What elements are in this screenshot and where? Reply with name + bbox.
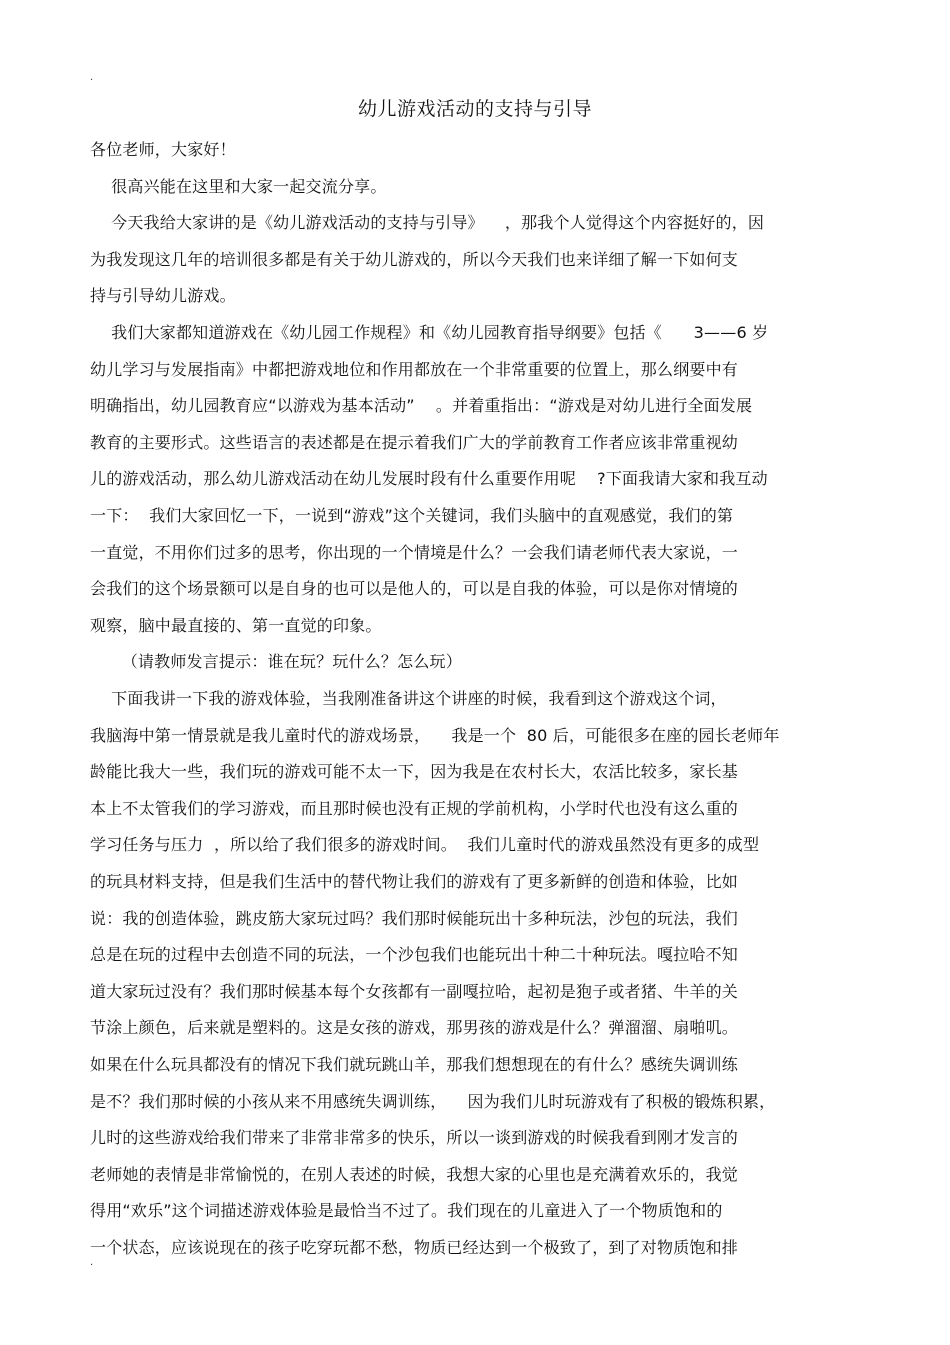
text-line: 得用“欢乐”这个词描述游戏体验是最恰当不过了。我们现在的儿童进入了一个物质饱和的 bbox=[90, 1201, 723, 1220]
text-line: （请教师发言提示：谁在玩？玩什么？怎么玩） bbox=[90, 652, 462, 671]
page-mark-top: . bbox=[90, 72, 94, 83]
text-line: 一下： 我们大家回忆一下，一说到“游戏”这个关键词，我们头脑中的直观感觉，我们的第 bbox=[90, 506, 734, 525]
text-line: 说：我的创造体验，跳皮筋大家玩过吗？我们那时候能玩出十多种玩法，沙包的玩法，我们 bbox=[90, 909, 739, 928]
text-line: 道大家玩过没有？我们那时候基本每个女孩都有一副嘎拉哈，起初是狍子或者猪、牛羊的关 bbox=[90, 982, 739, 1001]
text-line: 如果在什么玩具都没有的情况下我们就玩跳山羊，那我们想想现在的有什么？感统失调训练 bbox=[90, 1055, 739, 1074]
text-line: 很高兴能在这里和大家一起交流分享。 bbox=[90, 177, 387, 196]
text-line: 观察，脑中最直接的、第一直觉的印象。 bbox=[90, 616, 382, 635]
page-mark-bottom: . bbox=[90, 1257, 94, 1268]
text-line: 持与引导幼儿游戏。 bbox=[90, 286, 236, 305]
text-line: 幼儿学习与发展指南》中都把游戏地位和作用都放在一个非常重要的位置上，那么纲要中有 bbox=[90, 360, 739, 379]
text-line: 明确指出，幼儿园教育应“以游戏为基本活动” 。并着重指出：“游戏是对幼儿进行全面发展 bbox=[90, 396, 753, 415]
text-line: 我脑海中第一情景就是我儿童时代的游戏场景， 我是一个 80 后，可能很多在座的园长老师年 bbox=[90, 726, 780, 745]
text-line: 是不？我们那时候的小孩从来不用感统失调训练， 因为我们儿时玩游戏有了积极的锻炼积累， bbox=[90, 1092, 776, 1111]
document-title: 幼儿游戏活动的支持与引导 bbox=[357, 98, 592, 120]
text-line: 的玩具材料支持，但是我们生活中的替代物让我们的游戏有了更多新鲜的创造和体验，比如 bbox=[90, 872, 739, 891]
text-line: 总是在玩的过程中去创造不同的玩法，一个沙包我们也能玩出十种二十种玩法。嘎拉哈不知 bbox=[90, 945, 739, 964]
text-line: 下面我讲一下我的游戏体验，当我刚准备讲这个讲座的时候，我看到这个游戏这个词， bbox=[90, 689, 727, 708]
text-line: 教育的主要形式。这些语言的表述都是在提示着我们广大的学前教育工作者应该非常重视幼 bbox=[90, 433, 739, 452]
text-line: 我们大家都知道游戏在《幼儿园工作规程》和《幼儿园教育指导纲要》包括《 3——6 岁 bbox=[90, 323, 769, 342]
text-line: 本上不太管我们的学习游戏，而且那时候也没有正规的学前机构，小学时代也没有这么重的 bbox=[90, 799, 739, 818]
text-line: 各位老师，大家好！ bbox=[90, 140, 236, 159]
text-line: 一直觉，不用你们过多的思考，你出现的一个情境是什么？一会我们请老师代表大家说，一 bbox=[90, 543, 739, 562]
text-line: 儿时的这些游戏给我们带来了非常非常多的快乐，所以一谈到游戏的时候我看到刚才发言的 bbox=[90, 1128, 739, 1147]
text-line: 为我发现这几年的培训很多都是有关于幼儿游戏的，所以今天我们也来详细了解一下如何支 bbox=[90, 250, 739, 269]
text-line: 老师她的表情是非常愉悦的，在别人表述的时候，我想大家的心里也是充满着欢乐的，我觉 bbox=[90, 1165, 739, 1184]
text-line: 龄能比我大一些，我们玩的游戏可能不太一下，因为我是在农村长大，农活比较多，家长基 bbox=[90, 762, 739, 781]
text-line: 一个状态，应该说现在的孩子吃穿玩都不愁，物质已经达到一个极致了，到了对物质饱和排 bbox=[90, 1238, 739, 1257]
text-line: 今天我给大家讲的是《幼儿游戏活动的支持与引导》 ，那我个人觉得这个内容挺好的，因 bbox=[90, 213, 765, 232]
text-line: 会我们的这个场景额可以是自身的也可以是他人的，可以是自我的体验，可以是你对情境的 bbox=[90, 579, 739, 598]
text-line: 儿的游戏活动，那么幼儿游戏活动在幼儿发展时段有什么重要作用呢 ?下面我请大家和我互动 bbox=[90, 469, 768, 488]
text-line: 学习任务与压力 ，所以给了我们很多的游戏时间。 我们儿童时代的游戏虽然没有更多的成型 bbox=[90, 835, 760, 854]
text-line: 节涂上颜色，后来就是塑料的。这是女孩的游戏，那男孩的游戏是什么？弹溜溜、扇啪叽。 bbox=[90, 1018, 739, 1037]
